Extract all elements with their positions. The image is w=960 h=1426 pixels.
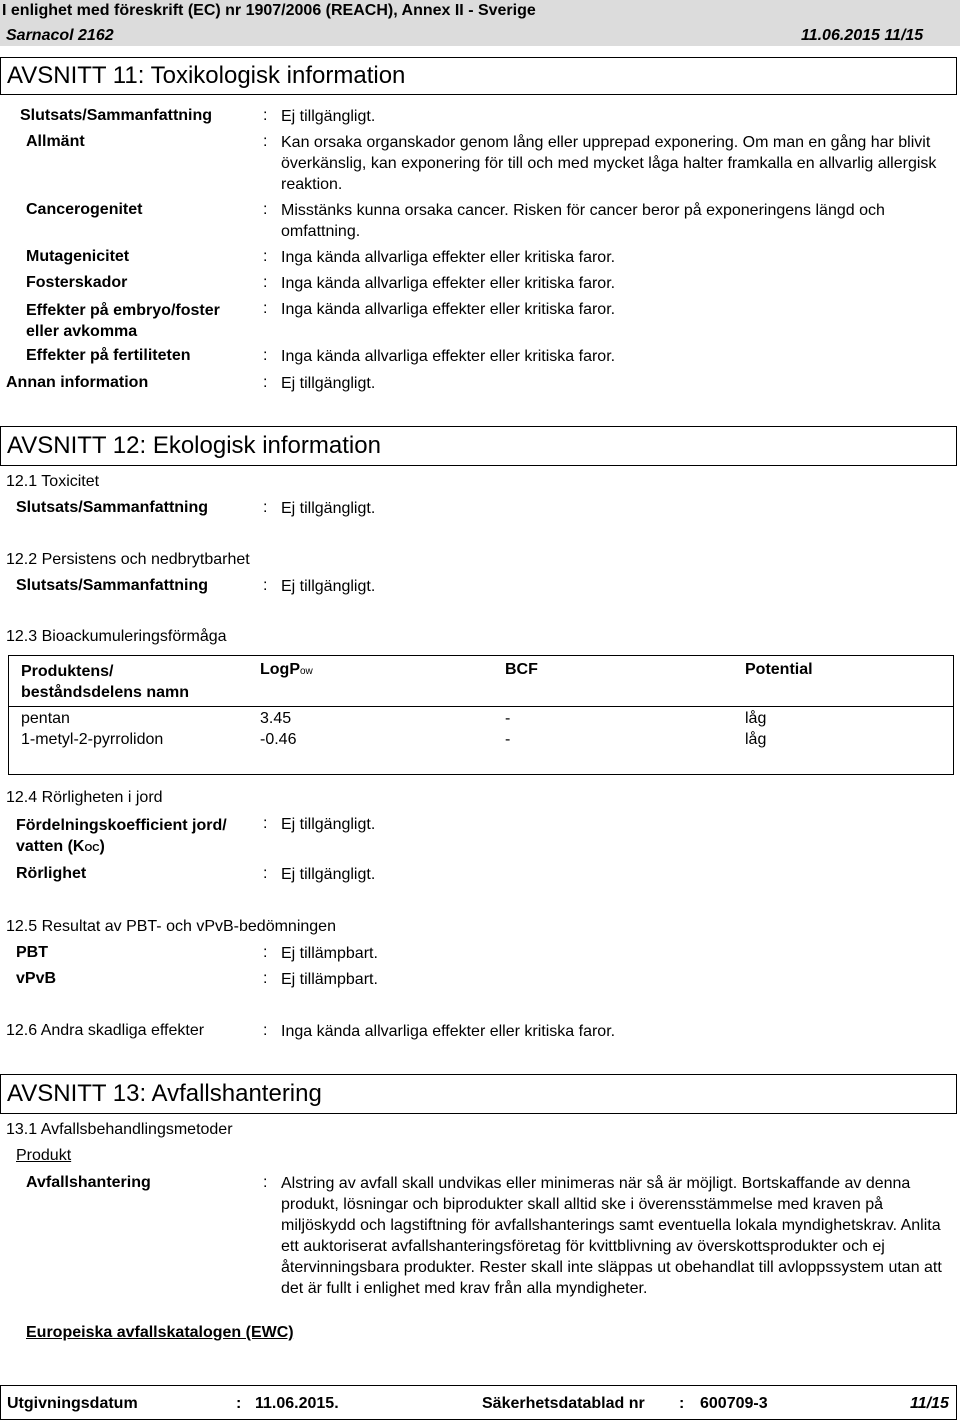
toxicity-summary-label: Slutsats/Sammanfattning: [16, 499, 209, 516]
cell-potential: låg: [745, 710, 767, 727]
vpvb-label: vPvB: [16, 970, 57, 987]
table-header-divider: [9, 706, 953, 707]
pbt-label: PBT: [16, 944, 48, 961]
colon: :: [263, 815, 268, 832]
colon: :: [236, 1395, 242, 1412]
cell-logp: 3.45: [260, 710, 292, 727]
other-effects-subheading: 12.6 Andra skadliga effekter: [6, 1022, 205, 1039]
mutagenicity-label: Mutagenicitet: [26, 248, 130, 265]
s11-summary-value: Ej tillgängligt.: [281, 108, 376, 125]
product-heading: Produkt: [16, 1147, 72, 1164]
persistence-summary-value: Ej tillgängligt.: [281, 578, 376, 595]
persistence-subheading: 12.2 Persistens och nedbrytbarhet: [6, 551, 250, 568]
carcinogenicity-value: Misstänks kunna orsaka cancer. Risken för cancer beror på exponeringens längd och omfattning.: [281, 202, 885, 240]
waste-disposal-label: Avfallshantering: [26, 1174, 151, 1191]
colon: :: [263, 274, 268, 291]
bioaccumulation-table: [8, 655, 954, 775]
general-value: Kan orsaka organskador genom lång eller upprepad exponering. Om man en gång har blivit överkänslig, kan exponering för till och med mycket låga halter framkalla en allvarlig allergisk reaktion.: [281, 134, 937, 193]
pbt-value: Ej tillämpbart.: [281, 945, 378, 962]
pbt-subheading: 12.5 Resultat av PBT- och vPvB-bedömningen: [6, 918, 336, 935]
section-13-heading: AVSNITT 13: Avfallshantering: [0, 1074, 957, 1114]
col-header-bcf: BCF: [505, 661, 538, 678]
koc-label: Fördelningskoefficient jord/ vatten (KOC): [16, 817, 227, 855]
colon: :: [263, 201, 268, 218]
fertility-value: Inga kända allvarliga effekter eller kritiska faror.: [281, 348, 616, 365]
other-info-label: Annan information: [6, 374, 149, 391]
carcinogenicity-label: Cancerogenitet: [26, 201, 143, 218]
sds-number-label: Säkerhetsdatablad nr: [482, 1395, 645, 1412]
fertility-label: Effekter på fertiliteten: [26, 347, 191, 364]
col-header-name: Produktens/ beståndsdelens namn: [21, 663, 190, 701]
colon: :: [263, 248, 268, 265]
cell-logp: -0.46: [260, 731, 297, 748]
colon: :: [263, 1174, 268, 1191]
cell-bcf: -: [505, 710, 511, 727]
footer-bar: [0, 1385, 957, 1420]
colon: :: [263, 865, 268, 882]
soil-mobility-subheading: 12.4 Rörligheten i jord: [6, 789, 163, 806]
colon: :: [679, 1395, 685, 1412]
issue-date-label: Utgivningsdatum: [7, 1395, 138, 1412]
toxicity-subheading: 12.1 Toxicitet: [6, 473, 100, 490]
sds-number-value: 600709-3: [700, 1395, 768, 1412]
mutagenicity-value: Inga kända allvarliga effekter eller kritiska faror.: [281, 249, 616, 266]
mobility-value: Ej tillgängligt.: [281, 866, 376, 883]
mobility-label: Rörlighet: [16, 865, 87, 882]
other-info-value: Ej tillgängligt.: [281, 375, 376, 392]
colon: :: [263, 970, 268, 987]
colon: :: [263, 133, 268, 150]
colon: :: [263, 499, 268, 516]
col-header-logp: LogPow: [260, 661, 313, 678]
issue-date-value: 11.06.2015.: [255, 1395, 339, 1412]
other-effects-value: Inga kända allvarliga effekter eller kritiska faror.: [281, 1023, 616, 1040]
waste-disposal-value: Alstring av avfall skall undvikas eller minimeras när så är möjligt. Bortskaffande av denna produkt, lösningar och biprodukter skall alltid ske i överensstämmelse med kraven på miljöskydd och lagstiftning för avfallshanterings samt eventuella lokala myndighetskrav. Anlita ett auktoriserat avfallshanteringsföretag för kvittblivning av överskottsprodukter och ej återvinningsbara produkter. Rester skall inte släppas ut obehandlat till avloppssystem utan att det är fullt i enlighet med krav från alla myndigheter.: [281, 1175, 942, 1297]
persistence-summary-label: Slutsats/Sammanfattning: [16, 577, 209, 594]
cell-bcf: -: [505, 731, 511, 748]
vpvb-value: Ej tillämpbart.: [281, 971, 378, 988]
developmental-effects-value: Inga kända allvarliga effekter eller kritiska faror.: [281, 301, 616, 318]
colon: :: [263, 374, 268, 391]
colon: :: [263, 1022, 268, 1039]
section-12-heading: AVSNITT 12: Ekologisk information: [0, 426, 957, 466]
colon: :: [263, 944, 268, 961]
product-name: Sarnacol 2162: [6, 27, 114, 44]
footer-page-number: 11/15: [910, 1395, 949, 1412]
col-header-potential: Potential: [745, 661, 813, 678]
ewc-heading: Europeiska avfallskatalogen (EWC): [26, 1324, 294, 1341]
colon: :: [263, 107, 268, 124]
colon: :: [263, 577, 268, 594]
header-date-page: 11.06.2015 11/15: [801, 27, 924, 44]
cell-name: pentan: [21, 710, 70, 727]
koc-value: Ej tillgängligt.: [281, 816, 376, 833]
teratogenicity-value: Inga kända allvarliga effekter eller kritiska faror.: [281, 275, 616, 292]
bioaccumulation-subheading: 12.3 Bioackumuleringsförmåga: [6, 628, 227, 645]
waste-methods-subheading: 13.1 Avfallsbehandlingsmetoder: [6, 1121, 233, 1138]
teratogenicity-label: Fosterskador: [26, 274, 128, 291]
toxicity-summary-value: Ej tillgängligt.: [281, 500, 376, 517]
regulation-title: I enlighet med föreskrift (EC) nr 1907/2006 (REACH), Annex II - Sverige: [2, 2, 536, 19]
cell-potential: låg: [745, 731, 767, 748]
general-label: Allmänt: [26, 133, 85, 150]
s11-summary-label: Slutsats/Sammanfattning: [20, 107, 213, 124]
colon: :: [263, 300, 268, 317]
cell-name: 1-metyl-2-pyrrolidon: [21, 731, 164, 748]
developmental-effects-label: Effekter på embryo/foster eller avkomma: [26, 302, 220, 340]
section-11-heading: AVSNITT 11: Toxikologisk information: [0, 57, 957, 95]
colon: :: [263, 347, 268, 364]
